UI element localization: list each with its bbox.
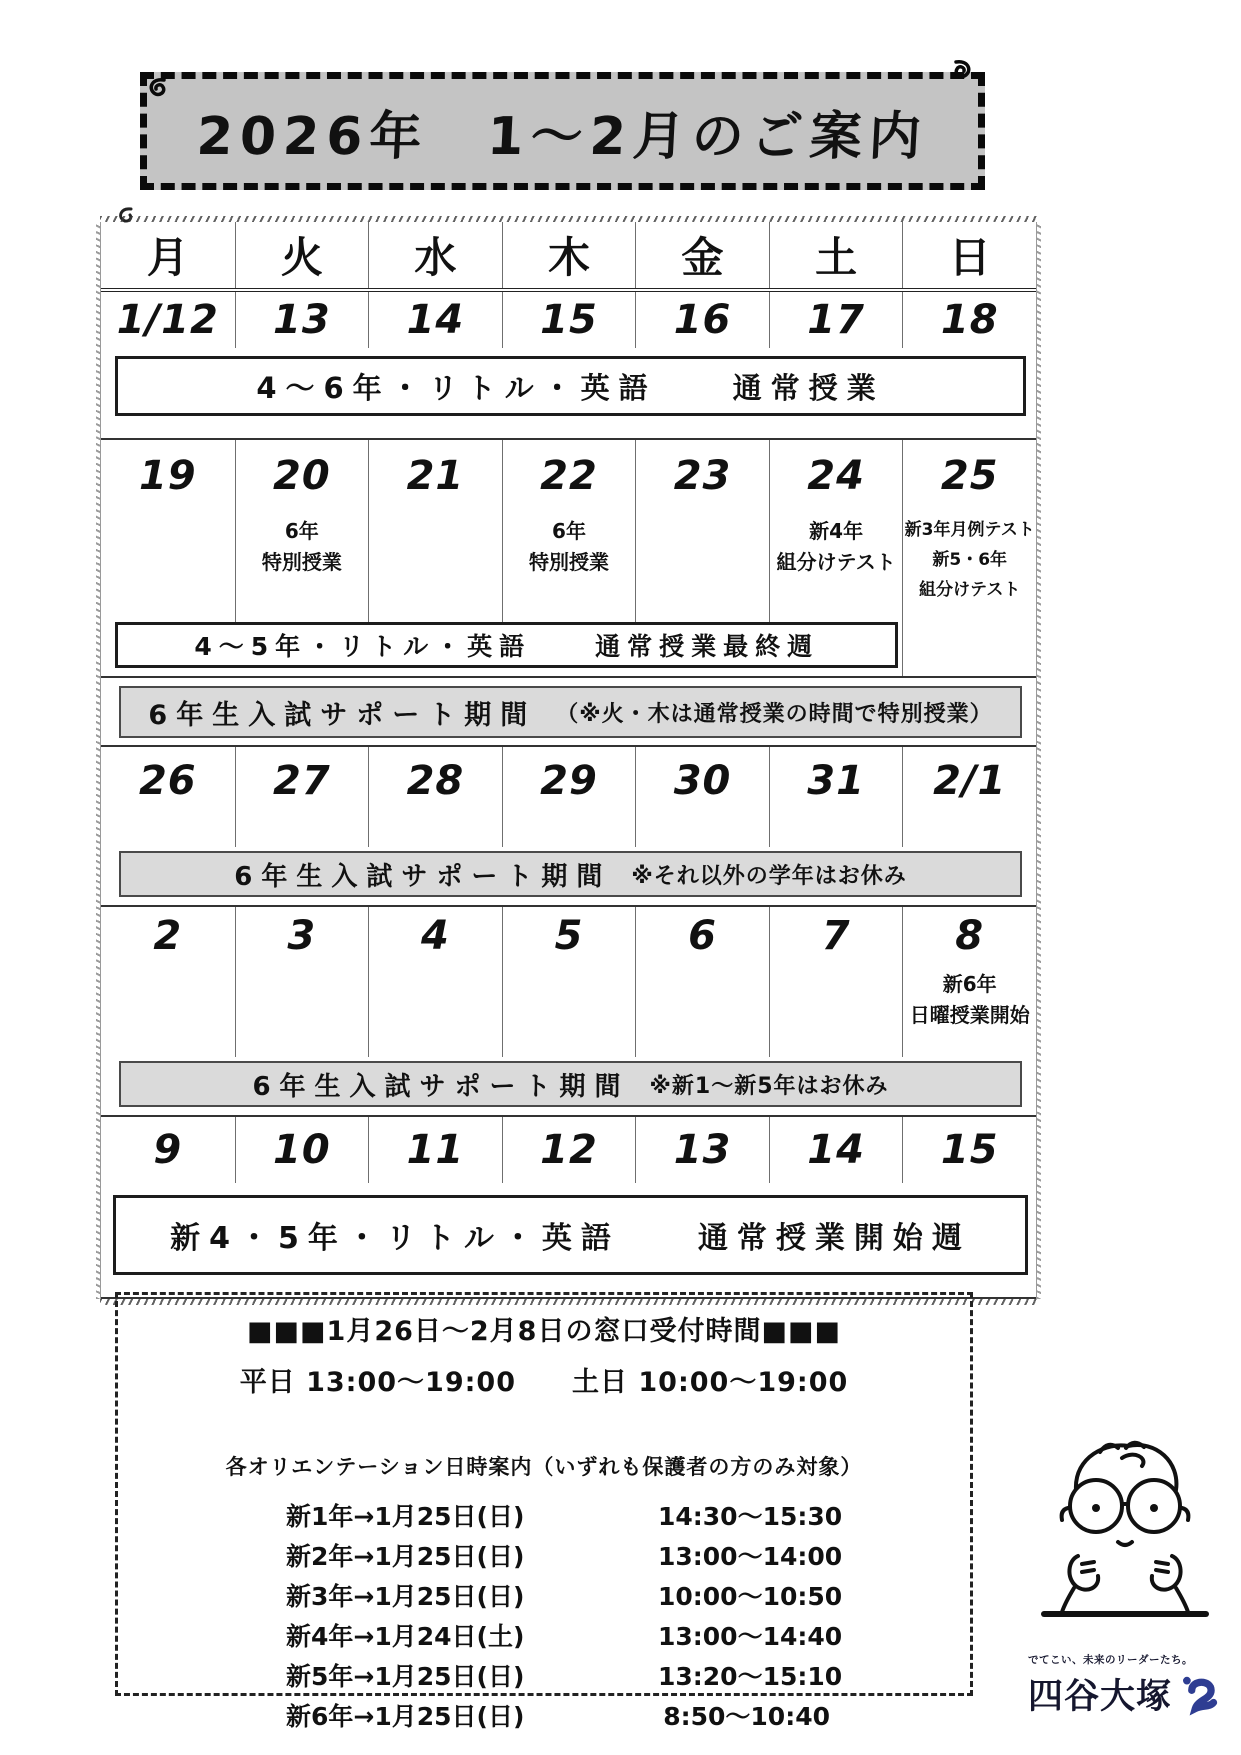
date-row [101,747,1036,815]
date-cell: 21 [368,440,502,512]
day-header-thu: 木 [502,222,636,288]
event-cell [769,965,903,1057]
brand-tagline: でてこい、未来のリーダーたち。 [1028,1654,1193,1666]
banner-row [101,1195,1036,1297]
orientation-time: 13:00〜14:40 [658,1622,843,1651]
curl-decoration-icon [146,76,172,106]
orientation-grade-date: 新6年→1月25日(日) [286,1702,525,1731]
weekend-hours: 土日 10:00〜19:00 [572,1367,849,1398]
event-text: 特別授業 [261,550,342,574]
reception-hours [136,1360,952,1399]
day-header-sun: 日 [902,222,1036,288]
date-cell: 25 [902,440,1036,512]
support-band-row [101,678,1036,747]
hatch-border-right [1037,222,1041,1299]
reception-hours-title: ■■■1月26日〜2月8日の窓口受付時間■■■ [247,1316,841,1347]
date-cell: 16 [635,292,769,348]
event-row [101,512,1036,622]
banner-main-text: 6年生入試サポート期間 [234,861,612,892]
orientation-time: 13:20〜15:10 [658,1662,843,1691]
orientation-schedule [286,1497,952,1737]
date-cell: 3 [235,907,369,965]
date-cell: 26 [138,758,197,804]
event-cell [368,512,502,622]
date-cell: 12 [502,1117,636,1183]
brand-mark-icon [1178,1671,1220,1717]
event-text: 新4年 [809,519,864,543]
event-text: 6年 [552,519,586,543]
banner-row [101,622,1036,676]
orientation-row [286,1657,952,1697]
date-cell: 15 [902,1117,1036,1183]
event-cell [235,512,369,622]
date-cell: 9 [153,1127,183,1173]
date-row [101,440,1036,512]
date-cell: 24 [769,440,903,512]
event-cell [368,965,502,1057]
banner-note-text: ※新1〜新5年はお休み [649,1073,889,1099]
day-header-row [101,222,1036,292]
date-cell: 2/1 [902,747,1036,815]
orientation-grade-date: 新4年→1月24日(土) [286,1622,525,1651]
event-banner-regular-classes: 4〜6年・リトル・英語 通常授業 [115,356,1026,416]
date-cell: 7 [769,907,903,965]
hatch-border-left [96,222,100,1299]
orientation-row [286,1577,952,1617]
exam-support-banner [119,851,1022,897]
date-cell: 4 [368,907,502,965]
empty-cell [235,815,369,847]
week-row-2 [101,440,1036,678]
event-cell [902,965,1036,1057]
week-row-3 [101,747,1036,907]
empty-cell [769,815,903,847]
orientation-row [286,1537,952,1577]
date-cell: 20 [235,440,369,512]
date-cell: 13 [235,292,369,348]
event-text: 組分けテスト [776,550,896,574]
day-header-fri: 金 [635,222,769,288]
column-separator [902,622,1036,676]
weekday-hours: 平日 13:00〜19:00 [239,1367,516,1398]
notice-box [115,1292,973,1731]
date-cell: 14 [368,292,502,348]
event-cell [101,512,235,622]
date-row [101,292,1036,348]
empty-cell [902,815,1036,847]
event-text: 組分けテスト [919,579,1021,600]
date-cell: 5 [502,907,636,965]
orientation-title: 各オリエンテーション日時案内（いずれも保護者の方のみ対象） [225,1455,863,1479]
event-cell [101,965,235,1057]
band-note-text: （※火・木は通常授業の時間で特別授業） [556,701,993,727]
date-cell: 27 [235,747,369,815]
date-row [101,1117,1036,1183]
orientation-time: 14:30〜15:30 [658,1502,843,1531]
week-row-4 [101,907,1036,1117]
day-header-tue: 火 [235,222,369,288]
orientation-row [286,1697,952,1737]
date-cell: 15 [502,292,636,348]
event-text: 新6年 [942,972,997,996]
event-cell [635,965,769,1057]
exam-support-banner [119,1061,1022,1107]
empty-cell [502,815,636,847]
date-cell: 1/12 [116,297,219,343]
orientation-grade-date: 新1年→1月25日(日) [286,1502,525,1531]
orientation-time: 8:50〜10:40 [663,1702,830,1731]
event-cell [902,512,1036,622]
spacer-row [101,815,1036,847]
brand-name: 四谷大塚 [1028,1677,1173,1717]
mascot-icon [1038,1438,1213,1648]
orientation-row [286,1617,952,1657]
banner-note-text: ※それ以外の学年はお休み [631,863,907,889]
date-cell: 8 [902,907,1036,965]
banner-row [101,851,1036,905]
date-cell: 29 [502,747,636,815]
orientation-grade-date: 新5年→1月25日(日) [286,1662,525,1691]
empty-cell [635,815,769,847]
event-cell [235,965,369,1057]
date-cell: 2 [153,913,183,959]
orientation-grade-date: 新2年→1月25日(日) [286,1542,525,1571]
exam-support-band [119,686,1022,738]
banner-row [101,1061,1036,1115]
event-cell [502,512,636,622]
date-cell: 13 [635,1117,769,1183]
empty-cell [101,815,235,847]
date-cell: 23 [635,440,769,512]
calendar [100,216,1037,1305]
empty-cell [368,815,502,847]
week-row-1 [101,292,1036,440]
date-cell: 11 [368,1117,502,1183]
day-header-mon: 月 [146,233,189,282]
event-text: 6年 [284,519,319,543]
event-row [101,965,1036,1057]
title-banner [140,72,985,190]
date-cell: 10 [235,1117,369,1183]
orientation-row [286,1497,952,1537]
event-text: 日曜授業開始 [909,1003,1030,1027]
date-cell: 22 [502,440,636,512]
banner-row [101,356,1036,438]
event-text: 新5・6年 [932,549,1008,570]
brand-logo [1028,1652,1228,1719]
day-header-sat: 土 [769,222,903,288]
date-cell: 6 [635,907,769,965]
date-cell: 30 [635,747,769,815]
banner-main-text: 6年生入試サポート期間 [252,1071,630,1102]
event-cell [635,512,769,622]
orientation-grade-date: 新3年→1月25日(日) [286,1582,525,1611]
event-text: 特別授業 [528,550,609,574]
band-main-text: 6年生入試サポート期間 [148,699,537,731]
date-cell: 31 [769,747,903,815]
event-text: 新3年月例テスト [904,520,1035,540]
event-banner-final-week: 4〜5年・リトル・英語 通常授業最終週 [115,622,898,668]
page-title: 2026年 1〜2月のご案内 [195,106,930,167]
orientation-time: 10:00〜10:50 [658,1582,843,1611]
curl-decoration-icon [948,58,974,88]
event-cell [769,512,903,622]
date-row [101,907,1036,965]
date-cell: 17 [769,292,903,348]
event-banner-classes-start: 新4・5年・リトル・英語 通常授業開始週 [113,1195,1028,1275]
orientation-time: 13:00〜14:00 [658,1542,843,1571]
event-cell [502,965,636,1057]
calendar-body [100,222,1037,1299]
date-cell: 18 [902,292,1036,348]
day-header-wed: 水 [368,222,502,288]
date-cell: 19 [138,453,197,499]
date-cell: 14 [769,1117,903,1183]
week-row-5 [101,1117,1036,1299]
date-cell: 28 [368,747,502,815]
